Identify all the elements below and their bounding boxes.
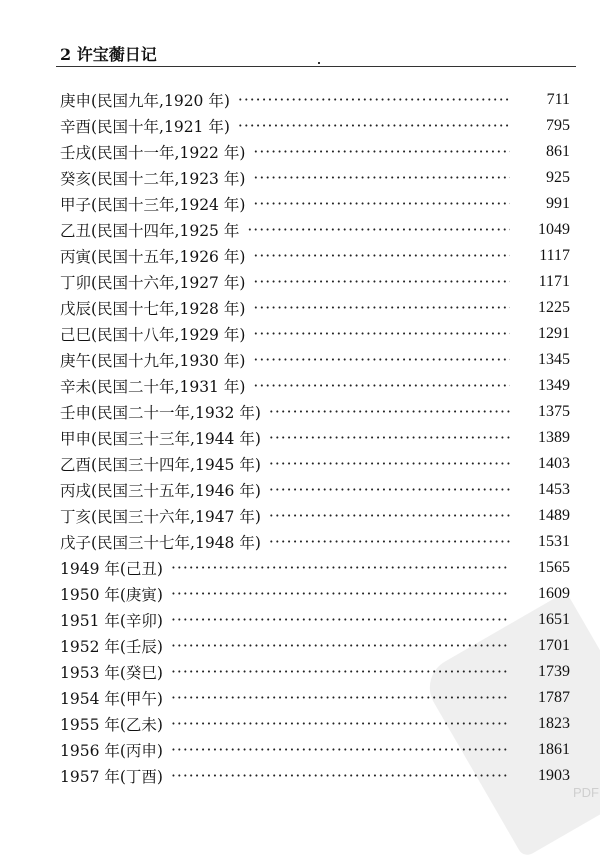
toc-entry-label: 1951 年(辛卯) bbox=[60, 612, 163, 630]
speck bbox=[318, 62, 320, 64]
toc-entry-label: 1954 年(甲午) bbox=[60, 690, 163, 708]
toc-entry-page: 1349 bbox=[538, 377, 570, 394]
toc-entry[interactable] bbox=[60, 191, 570, 217]
toc-entry-label: 庚午(民国十九年,1930 年) bbox=[60, 352, 246, 370]
dot-leader bbox=[171, 611, 510, 629]
header-rule bbox=[56, 66, 576, 67]
dot-leader bbox=[171, 637, 510, 655]
toc-entry-page: 1739 bbox=[538, 663, 570, 680]
toc-entry-page: 1609 bbox=[538, 585, 570, 602]
toc-entry-label: 壬申(民国二十一年,1932 年) bbox=[60, 404, 261, 422]
toc-entry-page: 1291 bbox=[538, 325, 570, 342]
toc-entry-page: 1375 bbox=[538, 403, 570, 420]
toc-entry[interactable] bbox=[60, 269, 570, 295]
dot-leader bbox=[269, 455, 510, 473]
book-title: 许宝蘅日记 bbox=[76, 45, 157, 64]
toc-entry[interactable] bbox=[60, 451, 570, 477]
dot-leader bbox=[253, 195, 510, 213]
toc-entry-page: 1565 bbox=[538, 559, 570, 576]
toc-entry[interactable] bbox=[60, 737, 570, 763]
toc-entry-page: 1345 bbox=[538, 351, 570, 368]
toc-entry-label: 1952 年(壬辰) bbox=[60, 638, 163, 656]
dot-leader bbox=[269, 403, 510, 421]
dot-leader bbox=[171, 559, 510, 577]
toc-entry-label: 乙丑(民国十四年,1925 年 bbox=[60, 222, 240, 240]
toc-entry-label: 己巳(民国十八年,1929 年) bbox=[60, 326, 246, 344]
running-header bbox=[60, 42, 157, 65]
toc-entry-label: 1953 年(癸巳) bbox=[60, 664, 163, 682]
toc-entry-label: 1955 年(乙未) bbox=[60, 716, 163, 734]
toc-entry-label: 乙酉(民国三十四年,1945 年) bbox=[60, 456, 261, 474]
toc-entry[interactable] bbox=[60, 711, 570, 737]
toc-entry-page: 1117 bbox=[539, 247, 570, 264]
dot-leader bbox=[171, 741, 510, 759]
toc-entry-page: 991 bbox=[546, 195, 570, 212]
toc-entry-label: 1957 年(丁酉) bbox=[60, 768, 163, 786]
dot-leader bbox=[269, 481, 510, 499]
toc-entry-page: 1823 bbox=[538, 715, 570, 732]
toc-entry[interactable] bbox=[60, 763, 570, 789]
page-number: 2 bbox=[60, 45, 72, 64]
dot-leader bbox=[253, 351, 510, 369]
toc-entry[interactable] bbox=[60, 503, 570, 529]
toc-entry-label: 1956 年(丙申) bbox=[60, 742, 163, 760]
toc-entry-label: 丙戌(民国三十五年,1946 年) bbox=[60, 482, 261, 500]
toc-entry-page: 1389 bbox=[538, 429, 570, 446]
toc-entry[interactable] bbox=[60, 217, 570, 243]
toc-entry-label: 丙寅(民国十五年,1926 年) bbox=[60, 248, 246, 266]
dot-leader bbox=[253, 325, 510, 343]
toc-entry-page: 1651 bbox=[538, 611, 570, 628]
toc-entry[interactable] bbox=[60, 295, 570, 321]
toc-entry[interactable] bbox=[60, 425, 570, 451]
toc-entry-label: 丁亥(民国三十六年,1947 年) bbox=[60, 508, 261, 526]
toc-entry[interactable] bbox=[60, 243, 570, 269]
dot-leader bbox=[238, 91, 510, 109]
dot-leader bbox=[253, 169, 510, 187]
toc-entry[interactable] bbox=[60, 659, 570, 685]
toc-entry-label: 戊辰(民国十七年,1928 年) bbox=[60, 300, 246, 318]
toc-entry[interactable] bbox=[60, 113, 570, 139]
toc-entry-label: 戊子(民国三十七年,1948 年) bbox=[60, 534, 261, 552]
toc-entry[interactable] bbox=[60, 165, 570, 191]
toc-entry[interactable] bbox=[60, 399, 570, 425]
toc-entry-page: 711 bbox=[546, 91, 570, 108]
dot-leader bbox=[171, 767, 510, 785]
dot-leader bbox=[171, 663, 510, 681]
toc-entry[interactable] bbox=[60, 581, 570, 607]
dot-leader bbox=[269, 533, 510, 551]
dot-leader bbox=[269, 429, 510, 447]
toc-entry[interactable] bbox=[60, 477, 570, 503]
dot-leader bbox=[253, 299, 510, 317]
toc-entry-page: 1403 bbox=[538, 455, 570, 472]
dot-leader bbox=[253, 143, 510, 161]
toc-entry-page: 925 bbox=[546, 169, 570, 186]
toc-entry-label: 1949 年(己丑) bbox=[60, 560, 163, 578]
toc-entry-label: 壬戌(民国十一年,1922 年) bbox=[60, 144, 246, 162]
watermark-text: PDF bbox=[573, 785, 599, 800]
toc-entry-page: 1861 bbox=[538, 741, 570, 758]
toc-entry-page: 1787 bbox=[538, 689, 570, 706]
toc-entry-page: 795 bbox=[546, 117, 570, 134]
toc-entry-label: 甲子(民国十三年,1924 年) bbox=[60, 196, 246, 214]
toc-entry[interactable] bbox=[60, 529, 570, 555]
dot-leader bbox=[253, 377, 510, 395]
toc-entry-page: 861 bbox=[546, 143, 570, 160]
toc-entry-page: 1903 bbox=[538, 767, 570, 784]
dot-leader bbox=[171, 715, 510, 733]
dot-leader bbox=[238, 117, 510, 135]
toc-entry-page: 1531 bbox=[538, 533, 570, 550]
dot-leader bbox=[247, 221, 510, 239]
toc-entry[interactable] bbox=[60, 373, 570, 399]
toc-entry-label: 辛未(民国二十年,1931 年) bbox=[60, 378, 246, 396]
toc-entry-page: 1225 bbox=[538, 299, 570, 316]
toc-entry[interactable] bbox=[60, 321, 570, 347]
toc-entry-page: 1701 bbox=[538, 637, 570, 654]
toc-entry-page: 1453 bbox=[538, 481, 570, 498]
toc-entry[interactable] bbox=[60, 685, 570, 711]
toc-entry[interactable] bbox=[60, 633, 570, 659]
toc-entry-label: 癸亥(民国十二年,1923 年) bbox=[60, 170, 246, 188]
toc-entry[interactable] bbox=[60, 555, 570, 581]
toc-entry[interactable] bbox=[60, 139, 570, 165]
toc-entry-label: 1950 年(庚寅) bbox=[60, 586, 163, 604]
toc-entry-label: 甲申(民国三十三年,1944 年) bbox=[60, 430, 261, 448]
toc-entry-label: 丁卯(民国十六年,1927 年) bbox=[60, 274, 246, 292]
toc-entry[interactable] bbox=[60, 347, 570, 373]
dot-leader bbox=[253, 247, 510, 265]
dot-leader bbox=[171, 585, 510, 603]
toc-entry-page: 1171 bbox=[538, 273, 570, 290]
toc-entry-label: 辛酉(民国十年,1921 年) bbox=[60, 118, 230, 136]
dot-leader bbox=[253, 273, 510, 291]
toc-entry-label: 庚申(民国九年,1920 年) bbox=[60, 92, 230, 110]
toc-entry-page: 1489 bbox=[538, 507, 570, 524]
toc-entry[interactable] bbox=[60, 87, 570, 113]
dot-leader bbox=[269, 507, 510, 525]
table-of-contents bbox=[60, 87, 570, 789]
toc-entry-page: 1049 bbox=[538, 221, 570, 238]
toc-entry[interactable] bbox=[60, 607, 570, 633]
dot-leader bbox=[171, 689, 510, 707]
